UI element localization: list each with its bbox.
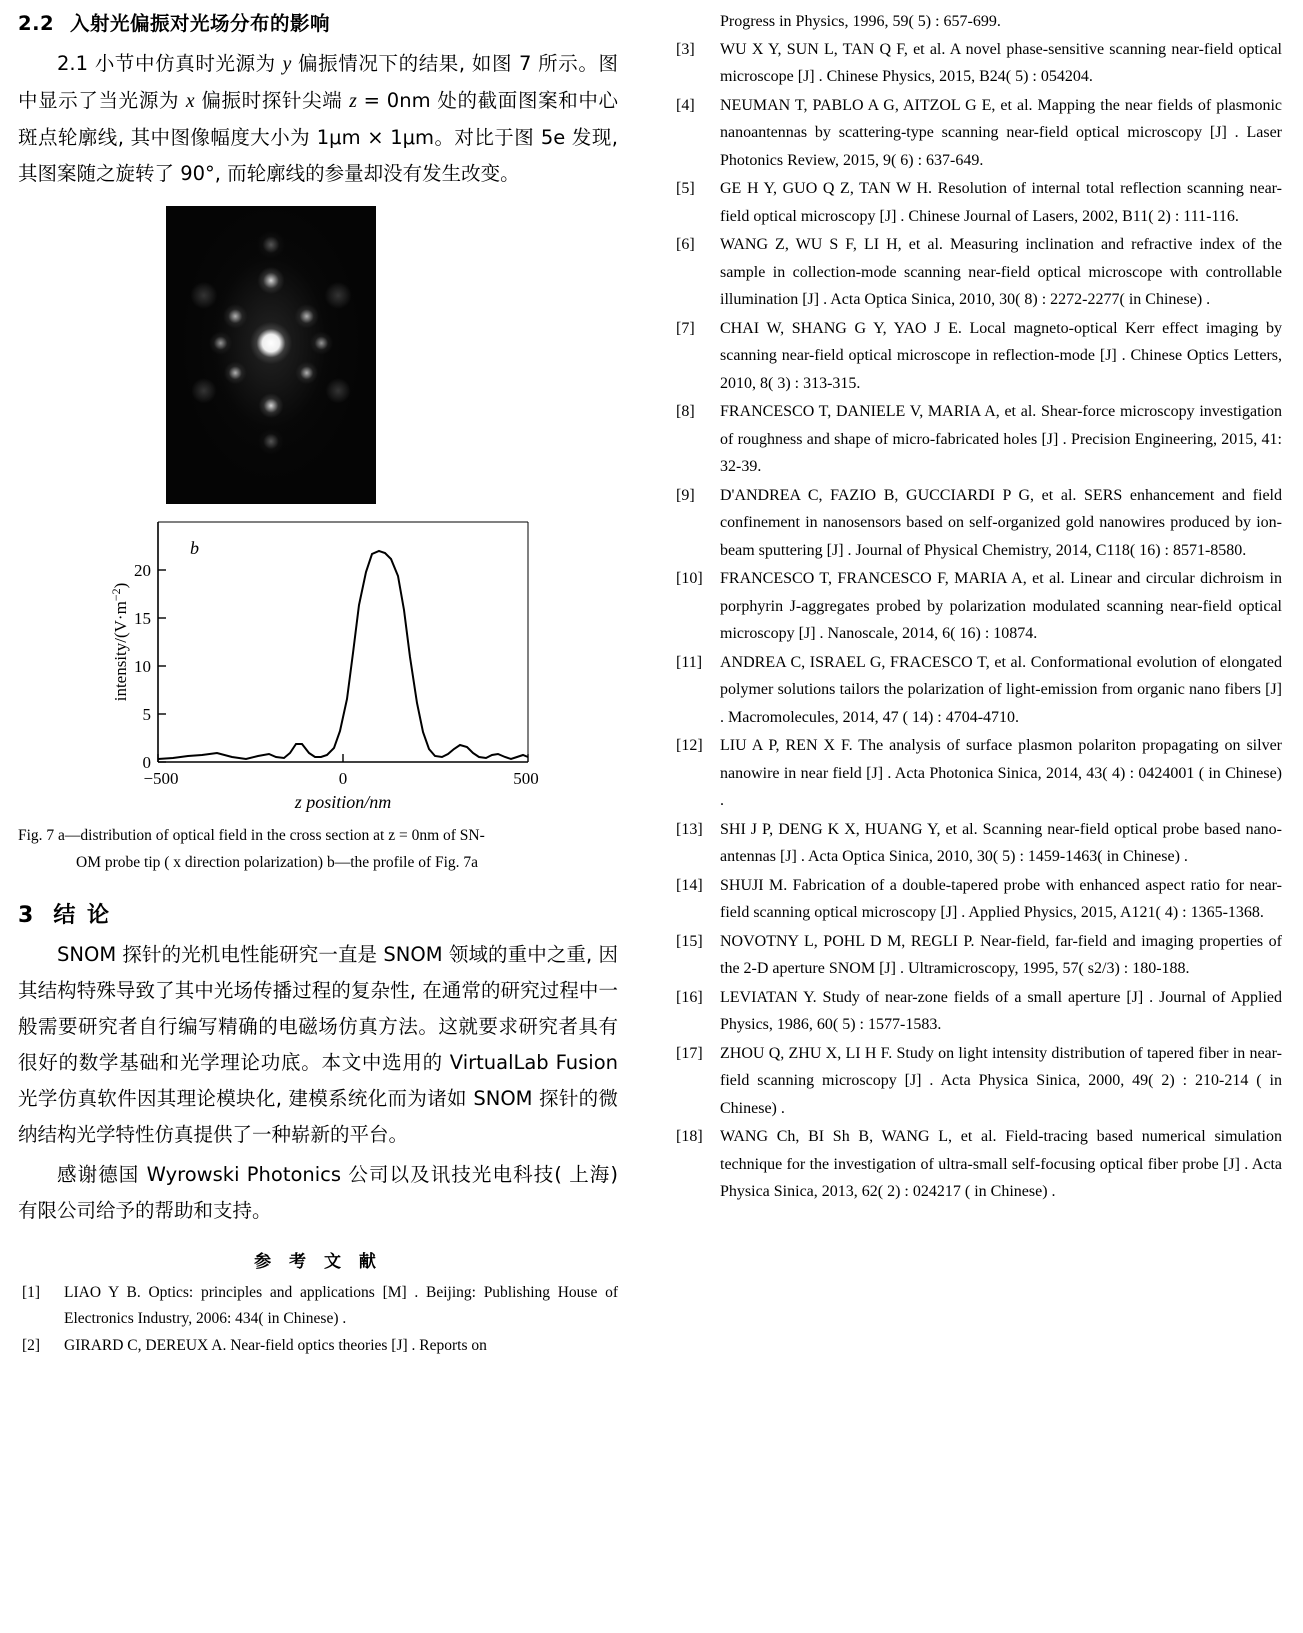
reference-number: [8] bbox=[676, 403, 695, 420]
reference-number: [16] bbox=[676, 988, 703, 1006]
reference-item bbox=[672, 565, 1282, 648]
reference-text: GE H Y, GUO Q Z, TAN W H. Resolution of internal total reflection scanning near-field optical microscopy [J] . Chinese Journal of Lasers, 2002, B11( 2) : 111-116. bbox=[720, 180, 1282, 225]
conclusion-heading bbox=[18, 898, 618, 929]
conclusion-number: 3 bbox=[18, 903, 36, 928]
paragraph-part-2: 偏振情况下的结果, 如图 7 所示。图中显示了当光源为 bbox=[18, 52, 618, 112]
reference-text: WANG Z, WU S F, LI H, et al. Measuring inclination and refractive index of the sample in collection-mode scanning near-field optical microscope with controllable illumination [J] . Acta Optica Sinica, 2010, 30( 8) : 2272-2277( in Chinese) . bbox=[720, 236, 1282, 308]
section-heading bbox=[18, 8, 618, 36]
reference-text: D'ANDREA C, FAZIO B, GUCCIARDI P G, et al. SERS enhancement and field confinement in nanosensors based on self-organized gold nanowires produced by ion-beam sputtering [J] . Journal of Physical Chemistry, 2014, C118( 16) : 8571-8580. bbox=[720, 486, 1282, 559]
reference-text: SHUJI M. Fabrication of a double-tapered probe with enhanced aspect ratio for near-field scanning optical microscopy [J] . Applied Physics, 2015, A121( 4) : 1365-1368. bbox=[720, 876, 1282, 921]
reference-number: [17] bbox=[676, 1044, 703, 1062]
y-axis-label: intensity/$(V\cdot m^{-2})$ bbox=[109, 582, 130, 702]
y-tick-15: 15 bbox=[134, 609, 151, 628]
figure-7 bbox=[18, 206, 618, 876]
y-tick-0: 0 bbox=[142, 753, 151, 772]
conclusion-paragraph-2: 感谢德国 Wyrowski Photonics 公司以及讯技光电科技( 上海) 有限公司给予的帮助和支持。 bbox=[18, 1163, 618, 1222]
reference-text: ZHOU Q, ZHU X, LI H F. Study on light intensity distribution of tapered fiber in near-field scanning microscopy [J] . Acta Physica Sinica, 2000, 49( 2) : 210-214 ( in Chinese) . bbox=[720, 1044, 1282, 1117]
reference-text: LEVIATAN Y. Study of near-zone fields of a small aperture [J] . Journal of Applied Physics, 1986, 60( 5) : 1577-1583. bbox=[720, 988, 1282, 1033]
references-list-right bbox=[672, 36, 1282, 1206]
reference-text: FRANCESCO T, FRANCESCO F, MARIA A, et al. Linear and circular dichroism in porphyrin J-aggregates probed by polarization modulated scanning near-field optical microscopy [J] . Nanoscale, 2014, 6( 16) : 10874. bbox=[720, 570, 1282, 642]
panel-b-label: b bbox=[190, 538, 199, 558]
profile-chart bbox=[18, 512, 618, 812]
reference-number: [2] bbox=[22, 1337, 41, 1354]
reference-text: WU X Y, SUN L, TAN Q F, et al. A novel phase-sensitive scanning near-field optical microscope [J] . Chinese Physics, 2015, B24( 5) : 054204. bbox=[720, 40, 1282, 85]
reference-number: [12] bbox=[676, 737, 703, 754]
reference-number: [15] bbox=[676, 932, 703, 950]
paragraph-part-4: = 0nm 处的截面图案和中心斑点轮廓线, 其中图像幅度大小为 1μm × 1μm。对比于图 5e 发现, 其图案随之旋转了 90°, 而轮廓线的参量却没有发生改变。 bbox=[18, 89, 618, 185]
left-column bbox=[18, 8, 618, 1360]
reference-number: [4] bbox=[676, 96, 695, 114]
x-tick-min: −500 bbox=[143, 769, 179, 788]
reference-text: ANDREA C, ISRAEL G, FRACESCO T, et al. Conformational evolution of elongated polymer solutions tailors the polarization of light-emission from organic nano fibers [J] . Macromolecules, 2014, 47 ( 14) : 4704-4710. bbox=[720, 653, 1282, 726]
figure-frame bbox=[18, 206, 618, 812]
reference-item bbox=[672, 928, 1282, 983]
reference-text: LIU A P, REN X F. The analysis of surface plasmon polariton propagating on silver nanowire in near field [J] . Acta Photonica Sinica, 2014, 43( 4) : 0424001 ( in Chinese) . bbox=[720, 737, 1282, 809]
reference-text: FRANCESCO T, DANIELE V, MARIA A, et al. Shear-force microscopy investigation of roughness and shape of micro-fabricated holes [J] . Precision Engineering, 2015, 41: 32-39. bbox=[720, 403, 1282, 475]
reference-item bbox=[672, 175, 1282, 230]
reference-number: [10] bbox=[676, 570, 703, 587]
paragraph-part-3: 偏振时探针尖端 bbox=[194, 89, 350, 112]
reference-item bbox=[672, 36, 1282, 91]
reference-number: [1] bbox=[22, 1284, 41, 1301]
reference-number: [6] bbox=[676, 236, 695, 253]
reference-text: CHAI W, SHANG G Y, YAO J E. Local magneto-optical Kerr effect imaging by scanning near-field optical microscope in reflection-mode [J] . Chinese Optics Letters, 2010, 8( 3) : 313-315. bbox=[720, 319, 1282, 392]
reference-text: WANG Ch, BI Sh B, WANG L, et al. Field-tracing based numerical simulation technique for the investigation of ultra-small self-focusing optical fiber probe [J] . Acta Physica Sinica, 2013, 62( 2) : 024217 ( in Chinese) . bbox=[720, 1128, 1282, 1200]
reference-number: [3] bbox=[676, 40, 695, 58]
paragraph-part-1: 2.1 小节中仿真时光源为 bbox=[57, 52, 283, 75]
reference-item bbox=[672, 398, 1282, 481]
conclusion-title: 结 论 bbox=[53, 903, 111, 928]
y-tick-10: 10 bbox=[134, 657, 151, 676]
italic-y: y bbox=[282, 54, 292, 75]
x-tick-zero: 0 bbox=[338, 769, 348, 788]
reference-item bbox=[672, 315, 1282, 398]
reference-number: [11] bbox=[676, 653, 703, 671]
figure-panel-a bbox=[18, 206, 618, 506]
reference-item bbox=[672, 732, 1282, 815]
reference-text: LIAO Y B. Optics: principles and applications [M] . Beijing: Publishing House of Electronics Industry, 2006: 434( in Chinese) . bbox=[64, 1284, 618, 1327]
reference-item bbox=[672, 872, 1282, 927]
reference-item bbox=[672, 649, 1282, 732]
reference-number: [18] bbox=[676, 1128, 703, 1145]
reference-text: GIRARD C, DEREUX A. Near-field optics theories [J] . Reports on bbox=[64, 1337, 487, 1354]
reference-item bbox=[672, 816, 1282, 871]
reference-number: [14] bbox=[676, 876, 703, 894]
reference-item bbox=[672, 984, 1282, 1039]
references-heading: 参 考 文 献 bbox=[254, 1252, 382, 1272]
x-axis-label: z position/nm bbox=[294, 792, 392, 812]
figure-caption bbox=[18, 822, 618, 876]
reference-text: NEUMAN T, PABLO A G, AITZOL G E, et al. Mapping the near fields of plasmonic nanoantennas by scattering-type scanning near-field optical microscopy [J] . Laser Photonics Review, 2015, 9( 6) : 637-649. bbox=[720, 96, 1282, 169]
reference-number: [5] bbox=[676, 180, 695, 197]
figure-caption-line-1: Fig. 7 a—distribution of optical field in the cross section at z = 0nm of SN- bbox=[18, 827, 485, 844]
reference-item bbox=[672, 1040, 1282, 1123]
y-tick-5: 5 bbox=[142, 705, 151, 724]
reference-number: [9] bbox=[676, 486, 695, 504]
reference-text: NOVOTNY L, POHL D M, REGLI P. Near-field, far-field and imaging properties of the 2-D aperture SNOM [J] . Ultramicroscopy, 1995, 57( s2/3) : 180-188. bbox=[720, 932, 1282, 977]
conclusion-paragraph-1: SNOM 探针的光机电性能研究一直是 SNOM 领域的重中之重, 因其结构特殊导致了其中光场传播过程的复杂性, 在通常的研究过程中一般需要研究者自行编写精确的电磁场仿真方法。这就要求研究者具有很好的数学基础和光学理论功底。本文中选用的 VirtualLab Fusion 光学仿真软件因其理论模块化, 建模系统化而为诸如 SNOM 探针的微纳结构光学特性仿真提供了一种崭新的平台。 bbox=[18, 943, 618, 1146]
reference-item bbox=[672, 231, 1282, 314]
reference-number: [13] bbox=[676, 820, 703, 838]
reference-item bbox=[672, 1123, 1282, 1206]
reference-item bbox=[18, 1280, 618, 1332]
x-tick-max: 500 bbox=[513, 769, 539, 788]
reference-item bbox=[672, 482, 1282, 565]
reference-item bbox=[672, 92, 1282, 175]
reference-text: SHI J P, DENG K X, HUANG Y, et al. Scanning near-field optical probe based nano-antennas [J] . Acta Optica Sinica, 2010, 30( 5) : 1459-1463( in Chinese) . bbox=[720, 820, 1282, 865]
italic-z: z bbox=[349, 91, 357, 112]
body-paragraph-1 bbox=[18, 46, 618, 192]
italic-x: x bbox=[185, 91, 195, 112]
figure-panel-b bbox=[18, 512, 618, 812]
section-title: 入射光偏振对光场分布的影响 bbox=[70, 12, 331, 35]
profile-curve bbox=[158, 551, 528, 759]
references-list-left bbox=[18, 1280, 618, 1359]
reference-number: [7] bbox=[676, 319, 695, 337]
panel-a-label: a bbox=[48, 228, 56, 245]
optical-field-image bbox=[166, 206, 376, 504]
figure-caption-line-2: OM probe tip ( x direction polarization) b—the profile of Fig. 7a bbox=[76, 854, 479, 871]
right-column bbox=[672, 8, 1282, 1207]
reference-item bbox=[18, 1333, 618, 1359]
y-tick-20: 20 bbox=[134, 561, 151, 580]
section-number: 2.2 bbox=[18, 12, 55, 35]
reference-continuation: Progress in Physics, 1996, 59( 5) : 657-699. bbox=[720, 13, 1001, 30]
